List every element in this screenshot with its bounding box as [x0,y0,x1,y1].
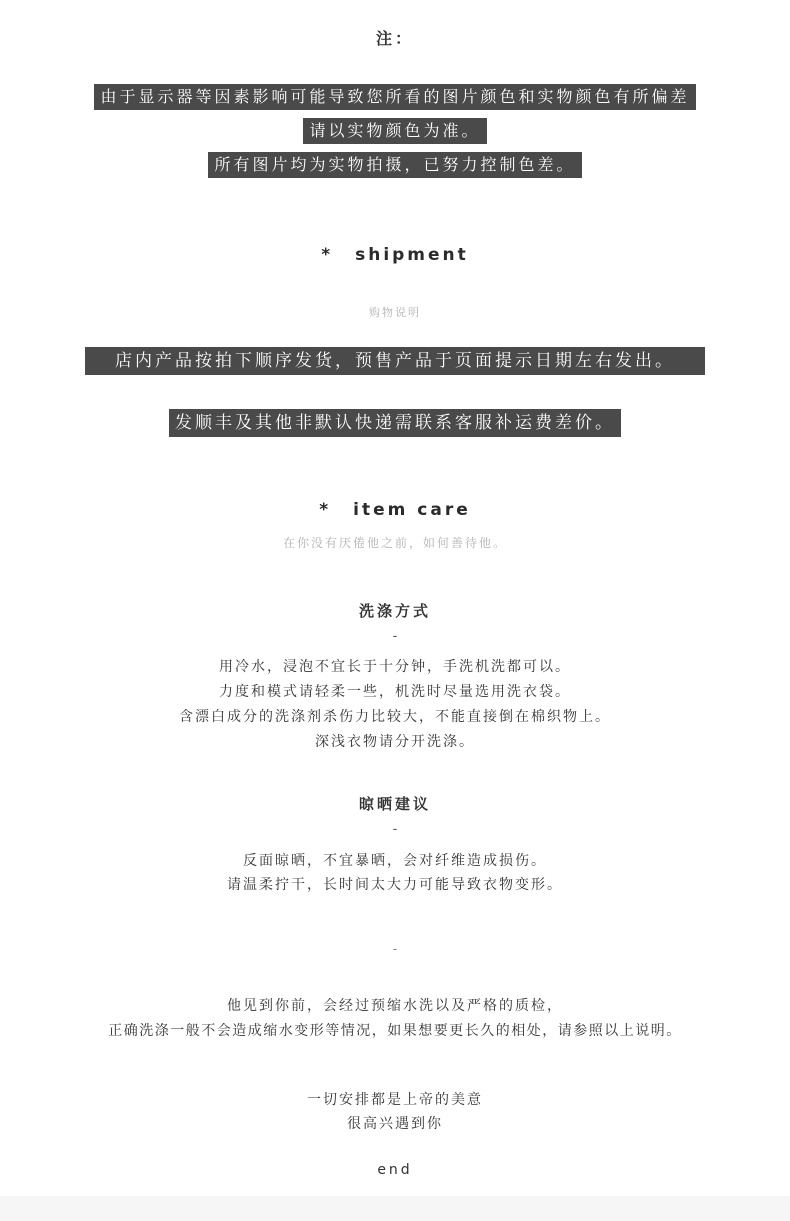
washing-line: 力度和模式请轻柔一些，机洗时尽量选用洗衣袋。 [219,684,571,700]
shipment-bar-2-wrap [0,409,790,437]
shipment-title: shipment [355,245,469,265]
shipment-subtitle: 购物说明 [369,306,421,319]
footer-line: 一切安排都是上帝的美意 [307,1092,483,1108]
footer-line: 很高兴遇到你 [347,1116,443,1132]
item-care-heading [0,500,790,520]
drying-title: 晾晒建议 [358,795,431,813]
note-bar-2-wrap [0,118,790,144]
washing-dash: - [392,629,398,644]
bottom-strip [0,1196,790,1221]
star-icon: * [321,245,334,265]
shipment-bar-courier: 发顺丰及其他非默认快递需联系客服补运费差价。 [169,409,621,437]
closing-line: 正确洗涤一般不会造成缩水变形等情况，如果想要更长久的相处，请参照以上说明。 [108,1023,682,1039]
note-title: 注： [375,29,414,48]
note-bar-1-wrap [0,84,790,110]
star-icon: * [319,500,332,520]
shipment-bar-order: 店内产品按拍下顺序发货，预售产品于页面提示日期左右发出。 [85,347,705,375]
drying-line: 反面晾晒，不宜暴晒，会对纤维造成损伤。 [243,853,547,869]
shipment-heading [0,245,790,265]
note-bar-actual-color: 请以实物颜色为准。 [303,118,486,144]
washing-line: 用冷水，浸泡不宜长于十分钟，手洗机洗都可以。 [219,659,571,675]
drying-dash: - [392,822,398,837]
note-bar-real-photos: 所有图片均为实物拍摄，已努力控制色差。 [208,152,581,178]
separator-dash: - [392,942,398,957]
end-text: end [377,1162,413,1178]
item-care-title: item care [353,500,471,520]
washing-line: 含漂白成分的洗涤剂杀伤力比较大，不能直接倒在棉织物上。 [179,709,611,725]
note-bar-3-wrap [0,152,790,178]
shipment-bar-1-wrap [0,347,790,375]
washing-line: 深浅衣物请分开洗涤。 [315,734,475,750]
closing-line: 他见到你前，会经过预缩水洗以及严格的质检， [227,998,563,1014]
item-care-subtitle: 在你没有厌倦他之前，如何善待他。 [282,536,507,550]
drying-line: 请温柔拧干，长时间太大力可能导致衣物变形。 [227,877,563,893]
note-bar-color-difference: 由于显示器等因素影响可能导致您所看的图片颜色和实物颜色有所偏差 [94,84,695,110]
washing-title: 洗涤方式 [358,602,431,620]
